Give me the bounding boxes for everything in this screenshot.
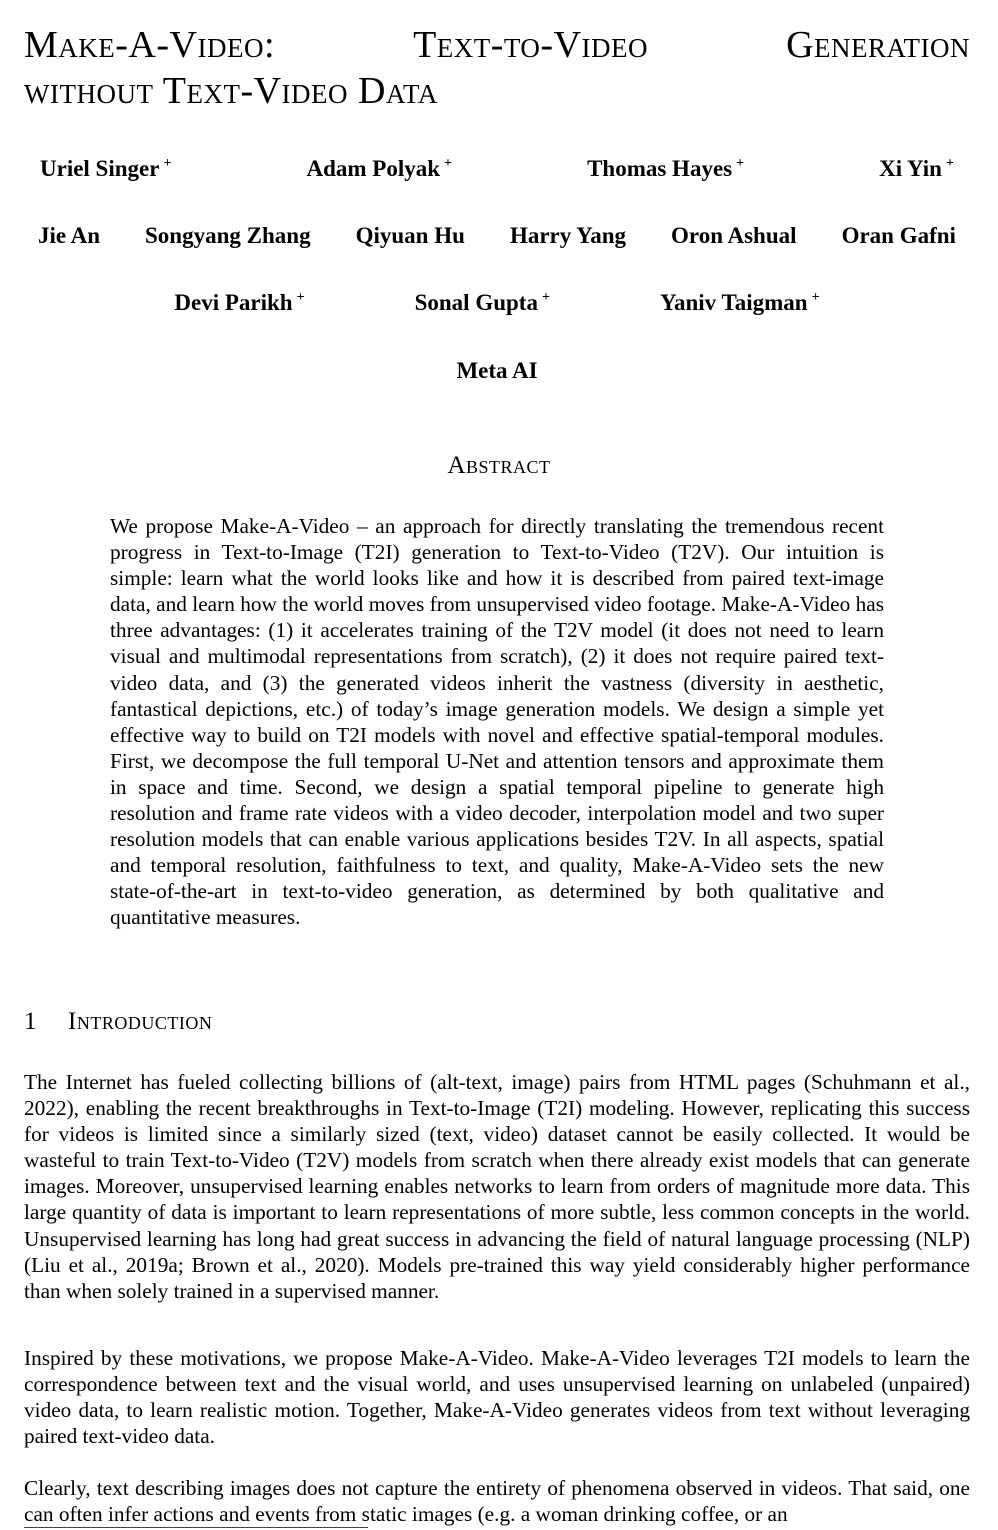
affiliation-row [24, 358, 970, 384]
equal-contribution-mark: + [296, 290, 305, 305]
author-name: Adam Polyak [306, 156, 441, 181]
intro-paragraph: Inspired by these motivations, we propose Make-A-Video. Make-A-Video leverages T2I models to learn the correspondence between text and the visual world, and uses unsupervised learning on unlabeled (unpaired) video data, to learn realistic motion. Together, Make-A-Video generates videos from text without leveraging paired text-video data. [24, 1346, 970, 1449]
author-name: Sonal Gupta [414, 290, 538, 315]
intro-paragraph: Clearly, text describing images does not capture the entirety of phenomena observed in videos. That said, one can often infer actions and events from static images (e.g. a woman drinking coffee, or an [24, 1476, 970, 1527]
author [306, 156, 452, 182]
intro-paragraph: The Internet has fueled collecting billions of (alt-text, image) pairs from HTML pages (Schuhmann et al., 2022), enabling the recent breakthroughs in Text-to-Image (T2I) modeling. However, replicating this success for videos is limited since a similarly sized (text, video) dataset cannot be easily collected. It would be wasteful to train Text-to-Video (T2V) models from scratch when there already exist models that can generate images. Moreover, unsupervised learning enables networks to learn from orders of magnitude more data. This large quantity of data is important to learn representations of more subtle, less common concepts in the world. Unsupervised learning has long had great success in advancing the field of natural language processing (NLP) (Liu et al., 2019a; Brown et al., 2020). Models pre-trained this way yield considerably higher performance than when solely trained in a supervised manner. [24, 1070, 970, 1303]
equal-contribution-mark: + [444, 156, 453, 171]
paper-title [24, 22, 970, 114]
footnote-divider [24, 1527, 368, 1528]
equal-contribution-mark: + [945, 156, 954, 171]
section-heading-introduction [24, 1008, 212, 1036]
author: Oron Ashual [671, 223, 797, 248]
author: Jie An [38, 223, 100, 248]
author: Songyang Zhang [145, 223, 311, 248]
abstract-heading: Abstract [447, 452, 551, 479]
abstract-text: We propose Make-A-Video – an approach for directly translating the tremendous recent progress in Text-to-Image (T2I) generation to Text-to-Video (T2V). Our intuition is simple: learn what the world looks like and how it is described from paired text-image data, and learn how the world moves from unsupervised video footage. Make-A-Video has three advantages: (1) it accelerates training of the T2V model (it does not need to learn visual and multimodal representations from scratch), (2) it does not require paired text-video data, and (3) the generated videos inherit the vastness (diversity in aesthetic, fantastical depictions, etc.) of today’s image generation models. We design a simple yet effective way to build on T2I models with novel and effective spatial-temporal modules. First, we decompose the full temporal U-Net and attention tensors and approximate them in space and time. Second, we design a spatial temporal pipeline to generate high resolution and frame rate videos with a video decoder, interpolation model and two super resolution models that can enable various applications besides T2V. In all aspects, spatial and temporal resolution, faithfulness to text, and quality, Make-A-Video sets the new state-of-the-art in text-to-video generation, as determined by both qualitative and quantitative measures. [110, 514, 884, 930]
author [660, 290, 820, 316]
title-part: Make-A-Video: [24, 24, 276, 66]
author [879, 156, 954, 182]
title-part: Text-to-Video [413, 24, 649, 66]
author-row-3 [24, 290, 970, 316]
title-line-2: without Text-Video Data [24, 70, 438, 112]
author-name: Thomas Hayes [587, 156, 733, 181]
affiliation: Meta AI [456, 358, 538, 383]
author-name: Yaniv Taigman [659, 290, 808, 315]
author [174, 290, 304, 316]
author [40, 156, 171, 182]
equal-contribution-mark: + [541, 290, 550, 305]
equal-contribution-mark: + [163, 156, 172, 171]
author: Harry Yang [509, 223, 626, 248]
title-line-1 [24, 22, 970, 68]
author-row-1 [24, 156, 970, 182]
section-number: 1 [24, 1008, 37, 1035]
title-part: Generation [786, 24, 970, 66]
author: Oran Gafni [841, 223, 956, 248]
equal-contribution-mark: + [811, 290, 820, 305]
author-name: Xi Yin [879, 156, 942, 181]
author [587, 156, 744, 182]
author: Qiyuan Hu [355, 223, 465, 248]
author-name: Devi Parikh [174, 290, 293, 315]
author-row-2 [24, 223, 970, 249]
author [415, 290, 550, 316]
equal-contribution-mark: + [736, 156, 745, 171]
author-name: Uriel Singer [40, 156, 160, 181]
section-title: Introduction [68, 1008, 213, 1035]
